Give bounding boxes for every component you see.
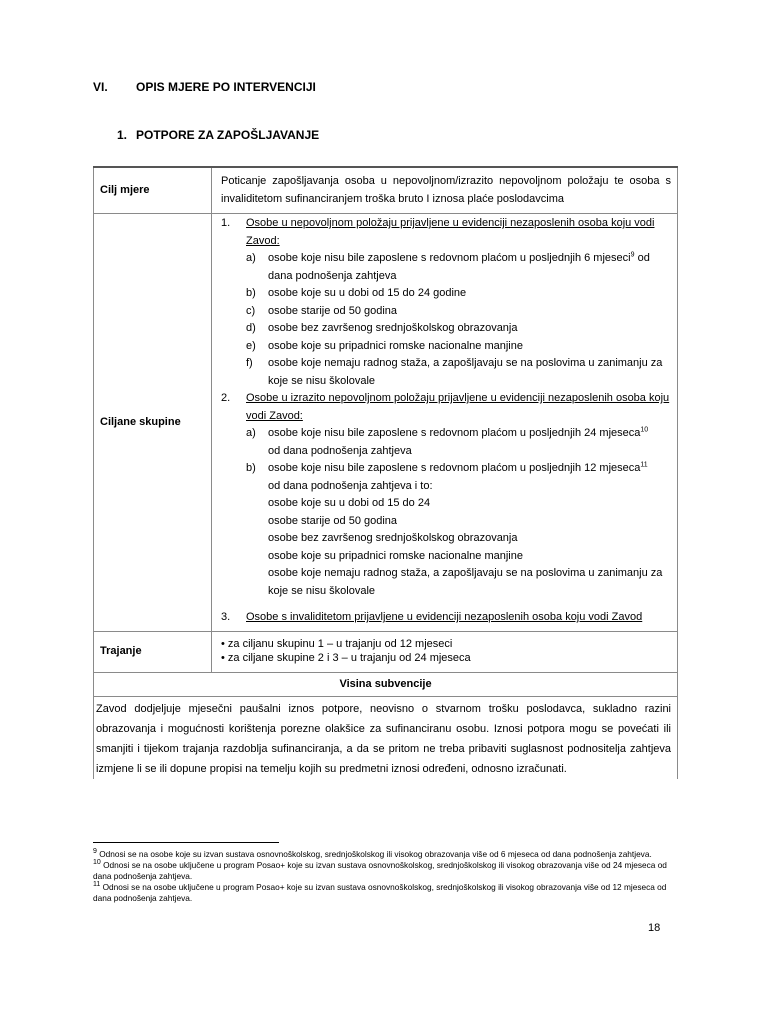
group-2-item-b: b) osobe koje nisu bile zaposlene s redovnom plaćom u posljednjih 12 mjeseca$^{11}$ od dana podnošenja zahtjeva i to: [246, 461, 648, 492]
trajanje-bullet: • za ciljanu skupinu 1 – u trajanju od 12 mjeseci [221, 637, 453, 650]
group-3-title: Osobe s invaliditetom prijavljene u evidenciji nezaposlenih osoba koju vodi Zavod [246, 611, 643, 623]
group-1-title: Osobe u nepovoljnom položaju prijavljene u evidenciji nezaposlenih osoba koju vodi Zavod: [246, 217, 655, 247]
footnote-11: $^{11}$ Odnosi se na osobe uključene u program Posao+ koje su izvan sustava osnovnoškolskog, srednjoškolskog ili visokog obrazovanja više od 12 mjeseca od dana podnošenja zahtjeva. [93, 881, 667, 903]
row-visina-heading [94, 672, 678, 697]
group-2 [221, 390, 671, 425]
row-visina-text [94, 697, 678, 780]
measure-table [93, 166, 678, 779]
section-number: VI. [93, 80, 108, 94]
group-1-item-c: c) osobe starije od 50 godina [246, 304, 398, 317]
group-2-sub-line: osobe koje su pripadnici romske nacionalne manjine [268, 549, 523, 562]
group-1-number: 1. [221, 217, 231, 229]
cilj-text: Poticanje zapošljavanja osoba u nepovoljnom/izrazito nepovoljnom položaju te osoba s invaliditetom sufinanciranjem troška bruto I iznosa plaće poslodavcima [212, 167, 678, 214]
group-2-title: Osobe u izrazito nepovoljnom položaju prijavljene u evidenciji nezaposlenih osoba koju vodi Zavod: [246, 392, 670, 422]
ciljane-label: Ciljane skupine [94, 214, 212, 632]
group-1-item-f: f) osobe koje nemaju radnog staža, a zapošljavaju se na poslovima u zanimanju za koje se nisu školovale [246, 357, 663, 387]
row-trajanje [94, 631, 678, 672]
visina-heading: Visina subvencije [94, 672, 678, 697]
group-2-item-a: a) osobe koje nisu bile zaposlene s redovnom plaćom u posljednjih 24 mjeseca$^{10}$ od dana podnošenja zahtjeva [246, 426, 649, 457]
group-3 [221, 609, 671, 627]
section-title: OPIS MJERE PO INTERVENCIJI [136, 80, 316, 94]
group-2-number: 2. [221, 392, 231, 404]
trajanje-bullet: • za ciljane skupine 2 i 3 – u trajanju od 24 mjeseca [221, 651, 471, 664]
group-1-item-b: b) osobe koje su u dobi od 15 do 24 godine [246, 287, 467, 299]
ciljane-content [212, 214, 678, 632]
group-3-number: 3. [221, 611, 231, 623]
cilj-label: Cilj mjere [94, 167, 212, 214]
footnote-ref-9: 9 [630, 251, 635, 259]
page-number: 18 [648, 922, 661, 934]
footnote-separator [93, 842, 279, 843]
footnote-9: $^9$ Odnosi se na osobe koje su izvan sustava osnovnoškolskog, srednjoškolskog ili visokog obrazovanja više od 6 mjeseca od dana podnošenja zahtjeva. [93, 848, 652, 859]
group-2-sub-line: osobe starije od 50 godina [268, 514, 398, 527]
group-2-sub-line: osobe bez završenog srednjoškolskog obrazovanja [268, 532, 518, 544]
group-1 [221, 215, 671, 250]
subsection-title: POTPORE ZA ZAPOŠLJAVANJE [136, 128, 320, 142]
group-1-item-e: e) osobe koje su pripadnici romske nacionalne manjine [246, 339, 523, 352]
trajanje-label: Trajanje [94, 631, 212, 672]
group-1-item-d: d) osobe bez završenog srednjoškolskog obrazovanja [246, 322, 518, 334]
footnotes [93, 849, 683, 904]
row-cilj [94, 167, 678, 214]
footnote-ref-11: 11 [640, 461, 648, 469]
group-1-item-a: a) osobe koje nisu bile zaposlene s redovnom plaćom u posljednjih 6 mjeseci$^9$ od dana podnošenja zahtjeva [246, 251, 650, 282]
trajanje-content [212, 631, 678, 672]
row-ciljane [94, 214, 678, 632]
subsection-number: 1. [117, 128, 128, 142]
group-2-sub-line: osobe koje nemaju radnog staža, a zapošljavaju se na poslovima u zanimanju za koje se nisu školovale [268, 567, 663, 597]
footnote-ref-10: 10 [640, 426, 649, 434]
footnote-10: $^{10}$ Odnosi se na osobe uključene u program Posao+ koje su izvan sustava osnovnoškolskog, srednjoškolskog ili visokog obrazovanja više od 24 mjeseca od dana podnošenja zahtjeva. [93, 859, 667, 881]
visina-text: Zavod dodjeljuje mjesečni paušalni iznos potpore, neovisno o stvarnom trošku poslodavca, sukladno razini obrazovanja i mogućnosti korištenja porezne olakšice za sufinanciranu osobu. Iznosi potpora mogu se povećati ili smanjiti i tijekom trajanja razdoblja sufinanciranja, a da se pritom ne treba pribaviti suglasnost podnositelja zahtjeva izmjene li se ili dopune propisi na temelju kojih su predmetni iznosi određeni, odnosno izračunati. [94, 697, 678, 780]
group-2-sub-line: osobe koje su u dobi od 15 do 24 [268, 497, 431, 509]
